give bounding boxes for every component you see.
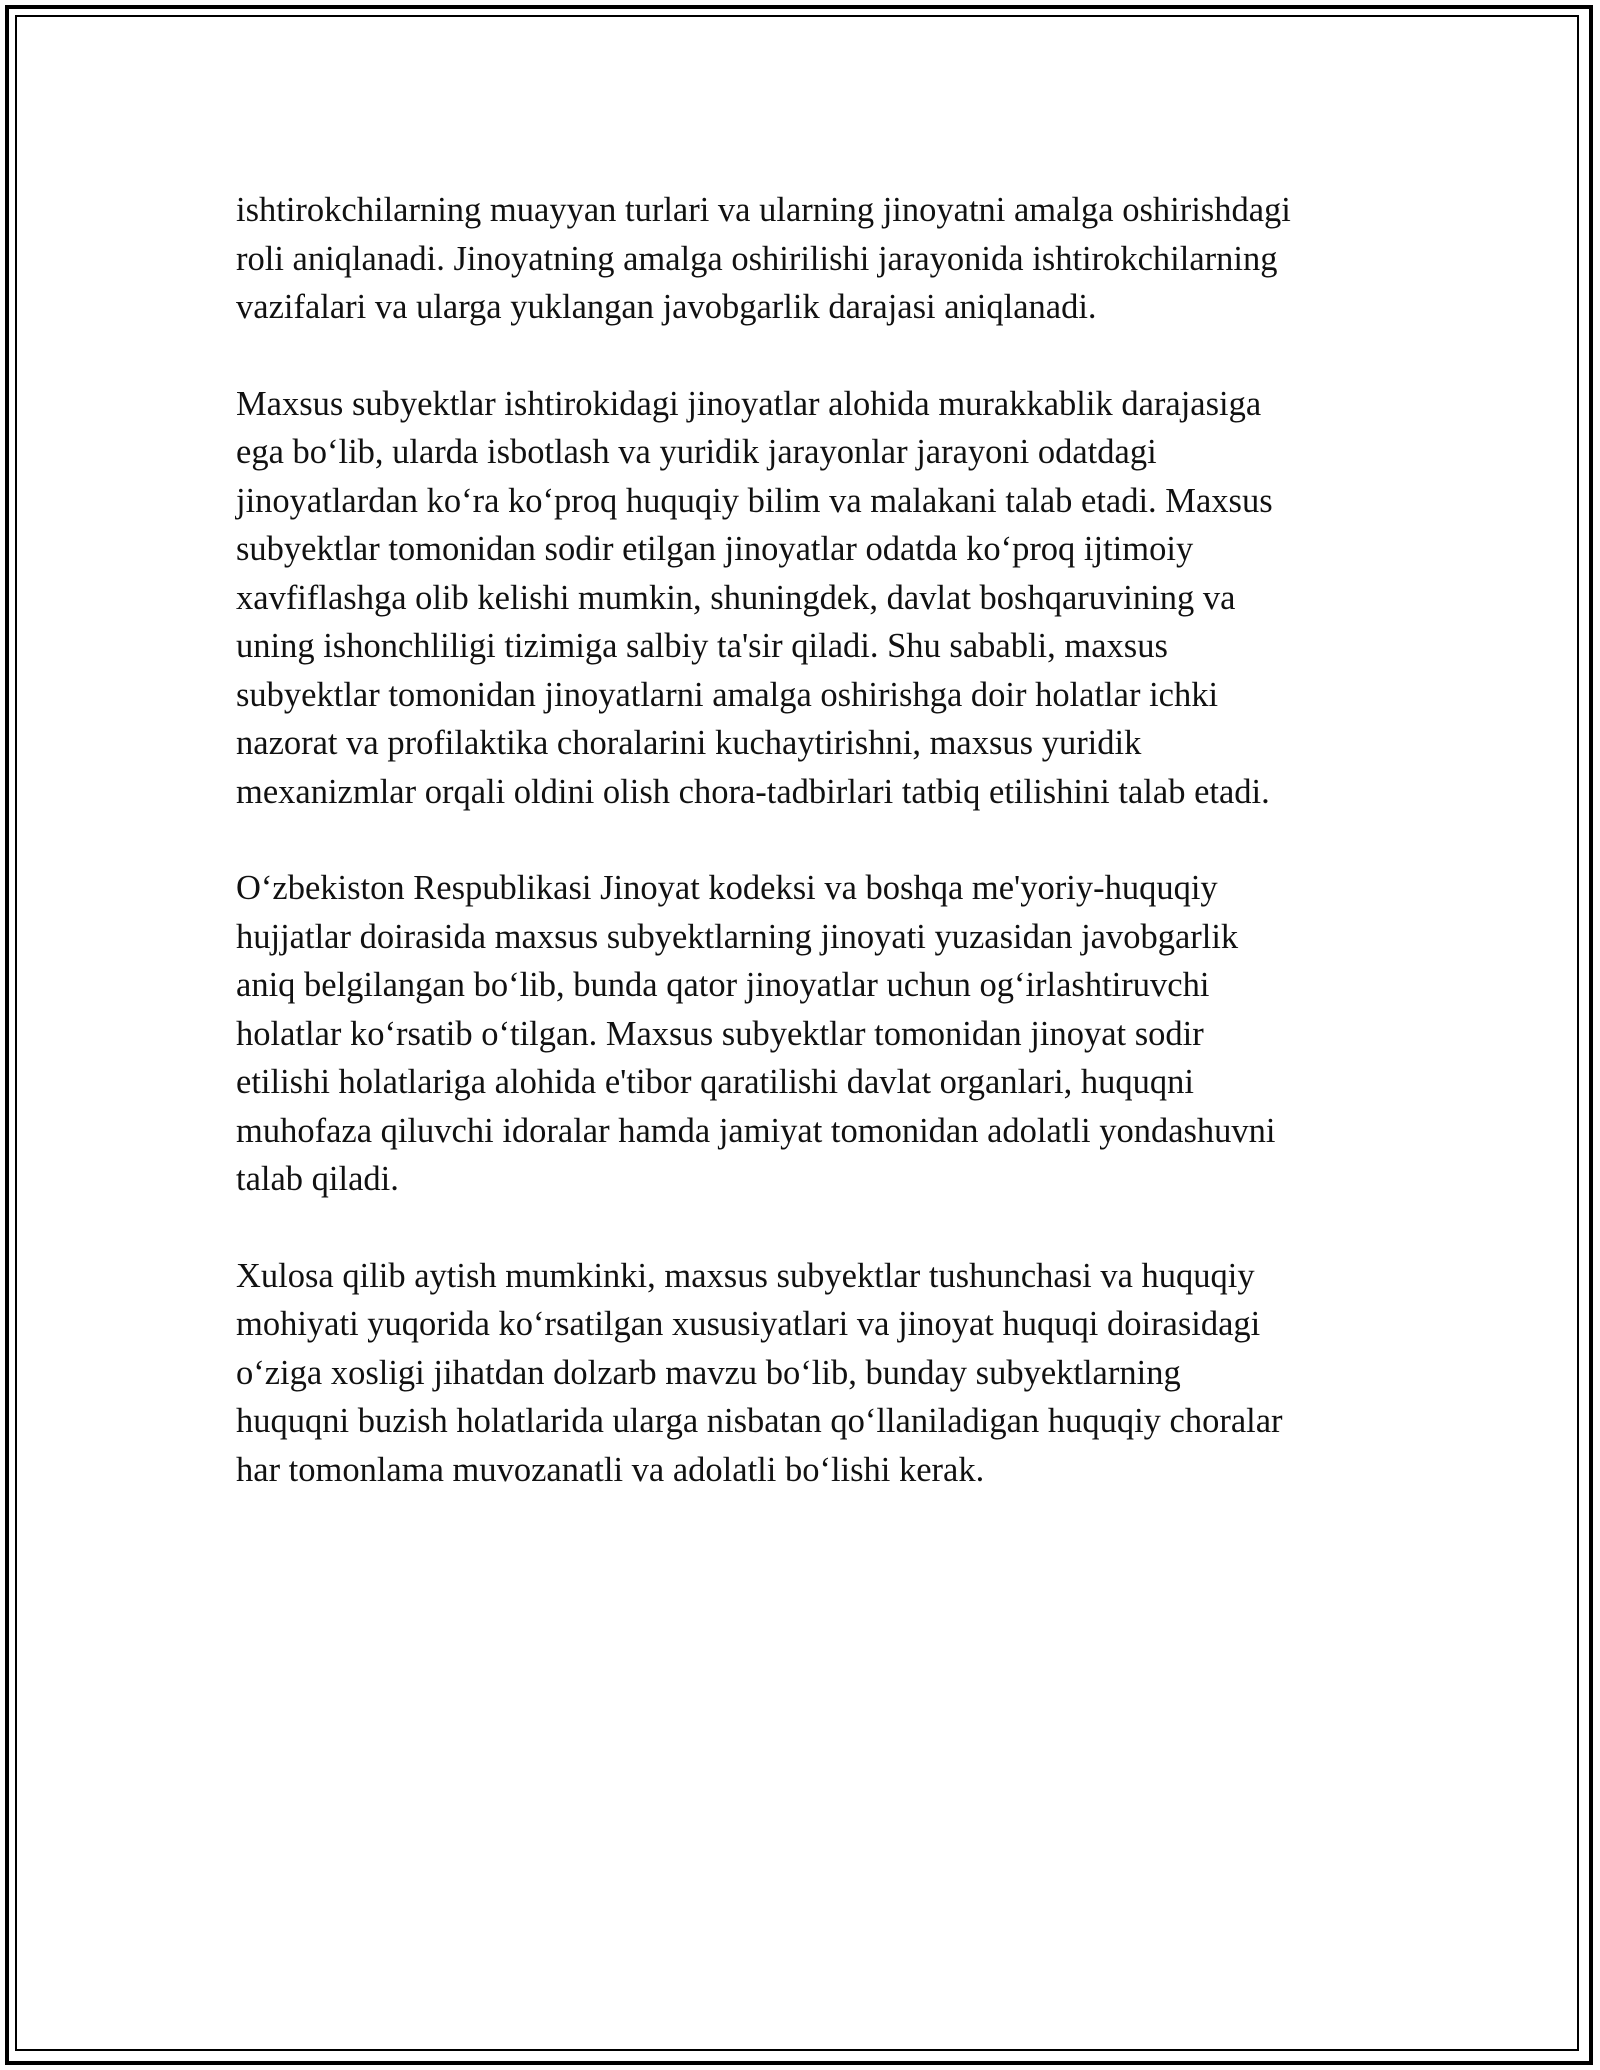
text-line: roli aniqlanadi. Jinoyatning amalga oshirilishi jarayonida ishtirokchilarning	[236, 239, 1278, 278]
text-line: O‘zbekiston Respublikasi Jinoyat kodeksi va boshqa me'yoriy-huquqiy	[236, 869, 1218, 907]
paragraph-3	[236, 864, 1366, 1204]
text-line: ishtirokchilarning muayyan turlari va ularning jinoyatni amalga oshirishdagi	[236, 191, 1291, 229]
text-line: aniq belgilangan bo‘lib, bunda qator jinoyatlar uchun og‘irlashtiruvchi	[236, 966, 1210, 1004]
text-line: ega bo‘lib, ularda isbotlash va yuridik jarayonlar jarayoni odatdagi	[236, 433, 1157, 471]
text-line: uning ishonchliligi tizimiga salbiy ta'sir qiladi. Shu sababli, maxsus	[236, 627, 1168, 665]
text-line: subyektlar tomonidan sodir etilgan jinoyatlar odatda ko‘proq ijtimoiy	[236, 530, 1194, 568]
text-line: xavfiflashga olib kelishi mumkin, shuningdek, davlat boshqaruvining va	[236, 578, 1236, 617]
paragraph-1	[236, 186, 1366, 332]
text-line: Xulosa qilib aytish mumkinki, maxsus subyektlar tushunchasi va huquqiy	[236, 1256, 1255, 1295]
text-line: o‘ziga xosligi jihatdan dolzarb mavzu bo‘lib, bunday subyektlarning	[236, 1353, 1181, 1392]
text-line: huquqni buzish holatlarida ularga nisbatan qo‘llaniladigan huquqiy choralar	[236, 1402, 1283, 1440]
document-body	[236, 186, 1366, 1542]
text-line: etilishi holatlariga alohida e'tibor qaratilishi davlat organlari, huquqni	[236, 1063, 1194, 1101]
text-line: nazorat va profilaktika choralarini kuchaytirishni, maxsus yuridik	[236, 724, 1142, 762]
text-line: talab qiladi.	[236, 1160, 399, 1198]
text-line: mexanizmlar orqali oldini olish chora-tadbirlari tatbiq etilishini talab etadi.	[236, 772, 1270, 811]
text-line: holatlar ko‘rsatib o‘tilgan. Maxsus subyektlar tomonidan jinoyat sodir	[236, 1014, 1204, 1053]
paragraph-2	[236, 380, 1366, 817]
text-line: Maxsus subyektlar ishtirokidagi jinoyatlar alohida murakkablik darajasiga	[236, 384, 1262, 423]
text-line: mohiyati yuqorida ko‘rsatilgan xususiyatlari va jinoyat huquqi doirasidagi	[236, 1305, 1261, 1343]
text-line: subyektlar tomonidan jinoyatlarni amalga oshirishga doir holatlar ichki	[236, 675, 1219, 714]
text-line: hujjatlar doirasida maxsus subyektlarning jinoyati yuzasidan javobgarlik	[236, 917, 1239, 956]
paragraph-4	[236, 1252, 1366, 1495]
text-line: vazifalari va ularga yuklangan javobgarlik darajasi aniqlanadi.	[236, 288, 1097, 326]
text-line: har tomonlama muvozanatli va adolatli bo‘lishi kerak.	[236, 1450, 985, 1489]
text-line: jinoyatlardan ko‘ra ko‘proq huquqiy bilim va malakani talab etadi. Maxsus	[236, 481, 1273, 520]
text-line: muhofaza qiluvchi idoralar hamda jamiyat tomonidan adolatli yondashuvni	[236, 1111, 1276, 1150]
